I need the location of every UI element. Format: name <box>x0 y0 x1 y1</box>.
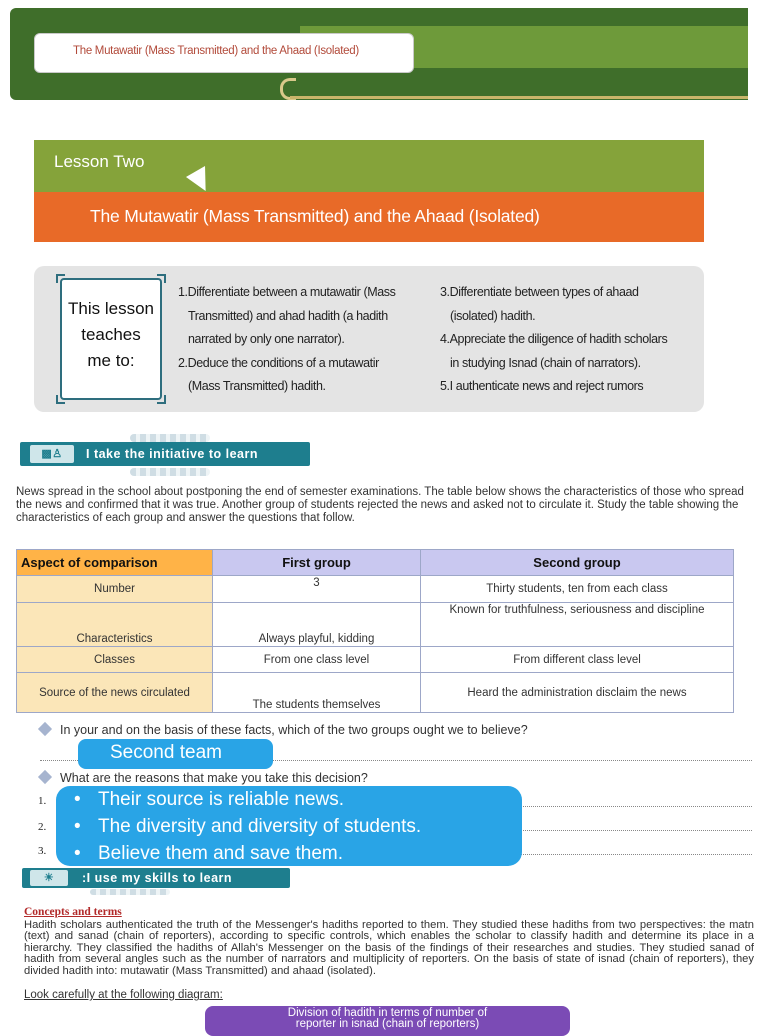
objectives-column-2 <box>440 281 690 399</box>
frame-corner-icon <box>56 274 65 283</box>
skills-banner <box>22 868 290 888</box>
answer-line <box>520 830 752 831</box>
objective-line: narrated by only one narrator). <box>188 332 345 346</box>
diagram-instruction: Look carefully at the following diagram: <box>24 989 223 1001</box>
table-header-row <box>17 550 734 576</box>
answer-item: • Their source is reliable news. <box>56 786 522 813</box>
table-cell: Thirty students, ten from each class <box>421 576 734 603</box>
initiative-label: I take the initiative to learn <box>86 447 258 461</box>
objective-line: 2.Deduce the conditions of a mutawatir <box>178 355 379 370</box>
question-1 <box>40 723 528 737</box>
initiative-banner <box>20 442 310 466</box>
answer-2-field[interactable] <box>56 786 522 866</box>
diagram-root-line: Division of hadith in terms of number of <box>287 1007 488 1019</box>
table-cell: Classes <box>17 647 213 673</box>
running-title: The Mutawatir (Mass Transmitted) and the Ahaad (Isolated) <box>34 33 414 73</box>
objective-line: (Mass Transmitted) hadith. <box>188 379 326 393</box>
table-row <box>17 576 734 603</box>
table-row <box>17 603 734 647</box>
comparison-table <box>16 549 734 713</box>
objective-line: 3.Differentiate between types of ahaad <box>440 285 639 299</box>
frame-corner-icon <box>157 395 166 404</box>
table-cell: Known for truthfulness, seriousness and discipline <box>421 603 734 647</box>
answer-number: 1. <box>38 795 47 807</box>
lesson-label: Lesson Two <box>54 152 145 171</box>
table-header: Second group <box>421 550 734 576</box>
question-2-text: What are the reasons that make you take this decision? <box>60 771 368 785</box>
table-cell: 3 <box>213 576 421 603</box>
section-ornament <box>130 434 210 442</box>
objectives-heading <box>60 296 162 374</box>
answer-item: • Believe them and save them. <box>56 840 522 867</box>
lightbulb-icon: ☀ <box>30 870 68 886</box>
table-cell: Source of the news circulated <box>17 673 213 713</box>
table-cell: The students themselves <box>213 673 421 713</box>
diagram-root-box <box>205 1006 570 1036</box>
concepts-paragraph: Hadith scholars authenticated the truth of the Messenger's hadiths reported to them. They studied these hadiths from two perspectives: the matn (text) and sanad (chain of reporters), according to specific controls, which enables the scholar to classify hadith and determine its place in a hierarchy. They classified the hadiths of Allah's Messenger on the basis of the findings of their researches and studies. They studied sanad of hadith from several angles such as the number of narrators and multiplicity of reporters. On the basis of state of isnad (chain of reporters), they divided hadith into: mutawatir (Mass Transmitted) and ahaad (isolated). <box>24 919 754 977</box>
table-cell: Characteristics <box>17 603 213 647</box>
objective-line: 1.Differentiate between a mutawatir (Mass <box>178 285 396 299</box>
diamond-bullet-icon <box>38 770 52 784</box>
diagram-root-line: reporter in isnad (chain of reporters) <box>295 1018 480 1030</box>
header-gold-line <box>290 96 748 99</box>
answer-line <box>520 806 752 807</box>
table-cell: From one class level <box>213 647 421 673</box>
table-cell: Heard the administration disclaim the news <box>421 673 734 713</box>
frame-corner-icon <box>56 395 65 404</box>
objective-line: 5.I authenticate news and reject rumors <box>440 379 644 393</box>
learner-icon: ▩♙ <box>30 445 74 463</box>
skills-label: :I use my skills to learn <box>82 871 233 885</box>
objectives-heading-line: me to: <box>87 351 135 370</box>
question-2 <box>40 771 368 785</box>
objectives-column-1 <box>178 281 428 399</box>
table-cell: From different class level <box>421 647 734 673</box>
frame-corner-icon <box>157 274 166 283</box>
table-row <box>17 673 734 713</box>
answer-line <box>520 854 752 855</box>
section-ornament <box>130 468 210 476</box>
lesson-title: The Mutawatir (Mass Transmitted) and the Ahaad (Isolated) <box>90 206 540 226</box>
question-1-text: In your and on the basis of these facts, which of the two groups ought we to believe? <box>60 723 528 737</box>
objective-line: 4.Appreciate the diligence of hadith scholars <box>440 332 668 346</box>
objectives-heading-line: This lesson <box>68 299 154 318</box>
objective-line: (isolated) hadith. <box>450 308 536 323</box>
answer-number: 2. <box>38 821 47 833</box>
answer-item: • The diversity and diversity of students. <box>56 813 522 840</box>
answer-1-field[interactable]: Second team <box>78 739 273 769</box>
concepts-title: Concepts and terms <box>24 906 122 918</box>
intro-paragraph: News spread in the school about postponing the end of semester examinations. The table below shows the characteristics of those who spread the news and confirmed that it was true. Another group of students rejected the news and asked not to circulate it. Study the table showing the characteristics of each group and answer the questions that follow. <box>16 486 744 524</box>
table-header: First group <box>213 550 421 576</box>
table-header: Aspect of comparison <box>17 550 213 576</box>
diamond-bullet-icon <box>38 722 52 736</box>
table-row <box>17 647 734 673</box>
table-cell: Always playful, kidding <box>213 603 421 647</box>
answer-number: 3. <box>38 845 47 857</box>
section-ornament <box>90 889 170 895</box>
objective-line: Transmitted) and ahad hadith (a hadith <box>188 308 388 323</box>
table-cell: Number <box>17 576 213 603</box>
objective-line: in studying Isnad (chain of narrators). <box>450 355 641 370</box>
objectives-heading-line: teaches <box>81 325 141 344</box>
